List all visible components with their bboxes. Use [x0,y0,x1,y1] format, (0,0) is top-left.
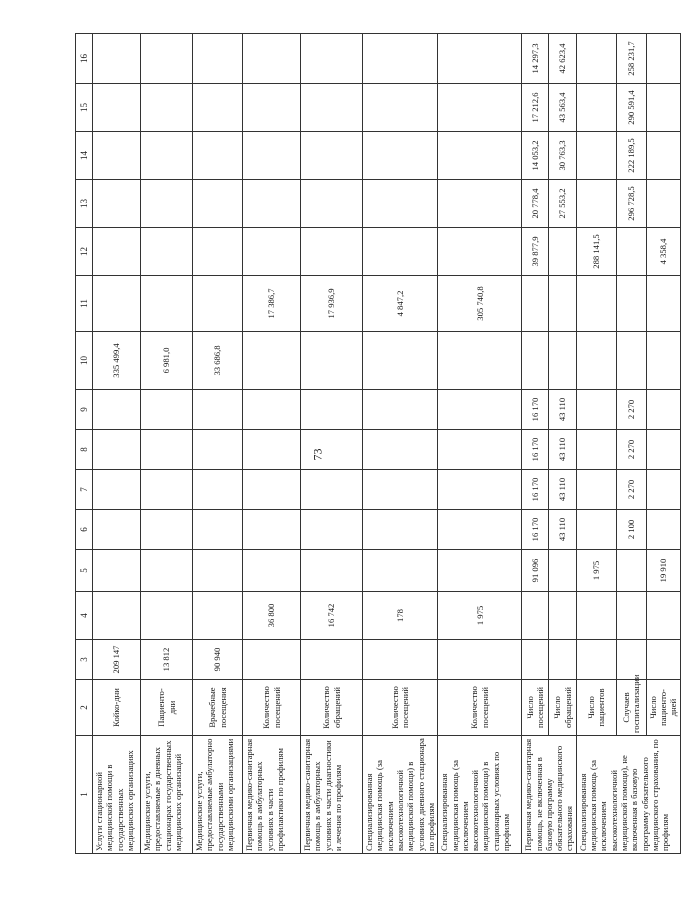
value-cell [141,180,193,228]
value-cell [363,640,438,680]
table-row [646,34,680,854]
unit-cell: Врачебные посещения [193,680,243,736]
value-cell: 14 297,3 [522,34,549,84]
table-row [616,34,646,854]
value-cell [141,510,193,550]
value-cell [93,180,141,228]
value-cell [438,34,522,84]
value-cell [141,430,193,470]
value-cell [438,550,522,592]
value-cell [576,430,616,470]
value-cell [243,132,301,180]
data-table [75,33,681,854]
service-name-cell: Первичная медико-санитарная помощь, не включенная в базовую программу обязательного медицинского страхования [522,736,577,854]
value-cell [438,430,522,470]
value-cell [616,640,646,680]
value-cell [363,84,438,132]
value-cell [301,470,363,510]
column-number-cell: 9 [76,390,93,430]
value-cell [522,640,549,680]
value-cell [193,132,243,180]
value-cell [141,276,193,332]
value-cell [93,510,141,550]
value-cell: 178 [363,592,438,640]
value-cell [301,430,363,470]
value-cell [193,228,243,276]
value-cell [438,332,522,390]
value-cell: 296 728,5 [616,180,646,228]
value-cell [363,34,438,84]
column-number-cell: 2 [76,680,93,736]
value-cell: 39 877,9 [522,228,549,276]
value-cell [301,640,363,680]
value-cell: 2 100 [616,510,646,550]
column-number-cell: 13 [76,180,93,228]
value-cell: 6 981,0 [141,332,193,390]
value-cell [243,510,301,550]
unit-cell: Число посещений [522,680,549,736]
value-cell [243,180,301,228]
value-cell: 288 141,5 [576,228,616,276]
value-cell [549,640,576,680]
value-cell [616,592,646,640]
table-row [141,34,193,854]
value-cell: 16 170 [522,430,549,470]
value-cell: 16 170 [522,470,549,510]
value-cell [438,228,522,276]
value-cell [301,34,363,84]
value-cell [576,132,616,180]
unit-cell: Случаев госпитализации [616,680,646,736]
service-name-cell: Медицинские услуги, предоставляемые в дневных стационарах государственных медицинских организаций [141,736,193,854]
value-cell [93,592,141,640]
value-cell: 91 096 [522,550,549,592]
value-cell [93,132,141,180]
value-cell: 43 110 [549,390,576,430]
value-cell [363,470,438,510]
value-cell [141,34,193,84]
value-cell [363,332,438,390]
value-cell [576,332,616,390]
table-row [549,34,576,854]
table-row [93,34,141,854]
value-cell: 90 940 [193,640,243,680]
value-cell: 4 358,4 [646,228,680,276]
value-cell [193,510,243,550]
value-cell [93,430,141,470]
value-cell [93,550,141,592]
table-row [243,34,301,854]
value-cell [576,510,616,550]
column-number-cell: 15 [76,84,93,132]
column-number-cell: 7 [76,470,93,510]
value-cell: 43 563,4 [549,84,576,132]
value-cell [576,84,616,132]
value-cell: 16 170 [522,390,549,430]
value-cell [363,228,438,276]
service-name-cell: Услуги стационарной медицинской помощи в государственных медицинских организациях [93,736,141,854]
value-cell [616,332,646,390]
value-cell [646,132,680,180]
value-cell: 305 740,8 [438,276,522,332]
service-name-cell: Первичная медико-санитарная помощь в амбулаторных условиях в части профилактики по профилям [243,736,301,854]
value-cell [243,550,301,592]
value-cell [93,228,141,276]
table-row [363,34,438,854]
value-cell: 258 231,7 [616,34,646,84]
value-cell [243,390,301,430]
value-cell [576,640,616,680]
table-row [522,34,549,854]
unit-cell: Число обращений [549,680,576,736]
unit-cell: Количество обращений [301,680,363,736]
value-cell [141,390,193,430]
value-cell [646,84,680,132]
value-cell [301,132,363,180]
value-cell [438,84,522,132]
column-number-cell: 10 [76,332,93,390]
column-number-row [76,34,93,854]
value-cell [363,390,438,430]
value-cell [193,84,243,132]
value-cell: 1 975 [438,592,522,640]
value-cell [363,550,438,592]
table-row [193,34,243,854]
value-cell [301,180,363,228]
value-cell [438,510,522,550]
page-number: 73 [310,448,325,461]
table-row [576,34,616,854]
value-cell [193,430,243,470]
service-name-cell: Специализированная медицинская помощь (за исключением высокотехнологичной медицинской помощи) в условиях дневного стационара по профилям [363,736,438,854]
value-cell [141,550,193,592]
value-cell [522,276,549,332]
value-cell [549,276,576,332]
value-cell [646,470,680,510]
value-cell: 43 110 [549,510,576,550]
value-cell [646,276,680,332]
value-cell [243,34,301,84]
unit-cell: Количество посещений [363,680,438,736]
value-cell [141,592,193,640]
unit-cell: Количество посещений [243,680,301,736]
value-cell [93,276,141,332]
column-number-cell: 3 [76,640,93,680]
value-cell [438,390,522,430]
value-cell [576,276,616,332]
value-cell [193,470,243,510]
value-cell [576,390,616,430]
value-cell [549,332,576,390]
value-cell: 2 270 [616,470,646,510]
value-cell [243,332,301,390]
column-number-cell: 1 [76,736,93,854]
value-cell: 36 800 [243,592,301,640]
table-row [438,34,522,854]
value-cell: 33 686,8 [193,332,243,390]
value-cell [646,332,680,390]
value-cell [193,180,243,228]
unit-cell: Число пациенто-дней [646,680,680,736]
value-cell [646,34,680,84]
column-number-cell: 14 [76,132,93,180]
unit-cell: Количество посещений [438,680,522,736]
value-cell [141,228,193,276]
value-cell [301,228,363,276]
value-cell [576,180,616,228]
column-number-cell: 5 [76,550,93,592]
value-cell [576,592,616,640]
value-cell [193,550,243,592]
column-number-cell: 8 [76,430,93,470]
value-cell [243,640,301,680]
value-cell [363,510,438,550]
value-cell [141,84,193,132]
value-cell [438,640,522,680]
value-cell: 2 270 [616,390,646,430]
value-cell [616,550,646,592]
column-number-cell: 4 [76,592,93,640]
column-number-cell: 6 [76,510,93,550]
unit-cell: Койко-дни [93,680,141,736]
value-cell [363,430,438,470]
value-cell [193,390,243,430]
value-cell: 1 975 [576,550,616,592]
value-cell [576,470,616,510]
value-cell: 222 189,5 [616,132,646,180]
service-name-cell: Первичная медико-санитарная помощь в амбулаторных условиях в части диагностики и лечения по профилям [301,736,363,854]
value-cell [363,132,438,180]
value-cell: 17 386,7 [243,276,301,332]
value-cell [243,228,301,276]
value-cell [646,430,680,470]
value-cell [549,592,576,640]
value-cell [141,470,193,510]
column-number-cell: 16 [76,34,93,84]
value-cell: 335 499,4 [93,332,141,390]
value-cell [301,84,363,132]
value-cell [243,430,301,470]
value-cell [193,276,243,332]
value-cell [193,34,243,84]
value-cell [438,132,522,180]
value-cell: 16 170 [522,510,549,550]
value-cell [576,34,616,84]
value-cell [616,228,646,276]
value-cell: 2 270 [616,430,646,470]
value-cell [193,592,243,640]
value-cell: 209 147 [93,640,141,680]
value-cell: 20 778,4 [522,180,549,228]
value-cell [141,132,193,180]
rotated-table-container [75,34,679,854]
value-cell: 17 212,6 [522,84,549,132]
value-cell: 4 847,2 [363,276,438,332]
column-number-cell: 11 [76,276,93,332]
value-cell: 43 110 [549,430,576,470]
value-cell [243,470,301,510]
value-cell [646,640,680,680]
value-cell [438,180,522,228]
value-cell [549,228,576,276]
value-cell: 17 936,9 [301,276,363,332]
value-cell [301,510,363,550]
value-cell: 16 742 [301,592,363,640]
service-name-cell: Медицинские услуги, предоставляемые амбулаторно государственными медицинскими организациями [193,736,243,854]
value-cell [93,390,141,430]
value-cell [301,550,363,592]
value-cell [549,550,576,592]
value-cell [522,592,549,640]
value-cell [243,84,301,132]
value-cell [93,84,141,132]
value-cell: 19 910 [646,550,680,592]
value-cell [646,390,680,430]
value-cell: 27 553,2 [549,180,576,228]
value-cell [646,510,680,550]
value-cell: 43 110 [549,470,576,510]
value-cell: 14 053,2 [522,132,549,180]
unit-cell: Пациенто-дни [141,680,193,736]
value-cell: 290 591,4 [616,84,646,132]
value-cell: 30 763,3 [549,132,576,180]
value-cell [93,34,141,84]
value-cell [616,276,646,332]
value-cell [646,180,680,228]
value-cell: 13 812 [141,640,193,680]
value-cell [438,470,522,510]
service-name-cell: Специализированная медицинская помощь (за исключением высокотехнологичной медицинской помощи) в стационарных условиях по профилям [438,736,522,854]
value-cell [646,592,680,640]
value-cell [363,180,438,228]
value-cell: 42 623,4 [549,34,576,84]
service-name-cell: Специализированная медицинская помощь (за исключением высокотехнологичной медицинской помощи), не включенная в базовую программу обязательного медицинского страхования, по профилям [576,736,680,854]
table-row [301,34,363,854]
unit-cell: Число пациентов [576,680,616,736]
column-number-cell: 12 [76,228,93,276]
value-cell [301,390,363,430]
value-cell [522,332,549,390]
value-cell [301,332,363,390]
value-cell [93,470,141,510]
